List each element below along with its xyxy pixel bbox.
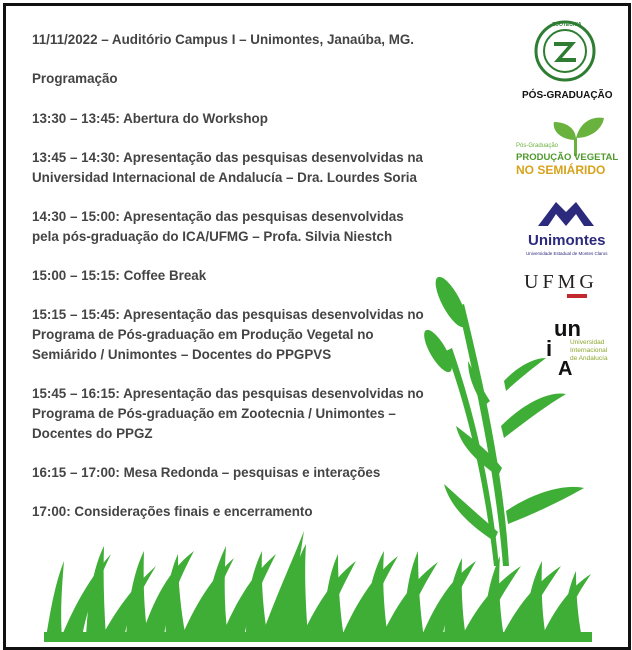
zootecnia-seal-text: ZOOTECNIA bbox=[552, 22, 582, 28]
ufmg-name: UFMG bbox=[524, 271, 598, 293]
schedule-item: 13:30 – 13:45: Abertura do Workshop bbox=[32, 111, 268, 126]
schedule-item: 14:30 – 15:00: Apresentação das pesquisas desenvolvidas bbox=[32, 209, 404, 224]
unimontes-emblem bbox=[534, 196, 598, 232]
zootecnia-seal-logo bbox=[534, 20, 596, 82]
schedule-item: 15:15 – 15:45: Apresentação das pesquisas desenvolvidas no bbox=[32, 307, 424, 322]
schedule-item-continuation: Programa de Pós-graduação em Zootecnia / Unimontes – bbox=[32, 406, 396, 421]
schedule-item: 16:15 – 17:00: Mesa Redonda – pesquisas e interações bbox=[32, 465, 381, 480]
unia-a: A bbox=[558, 358, 573, 380]
schedule-item: 17:00: Considerações finais e encerramento bbox=[32, 504, 313, 519]
unia-line3: de Andalucía bbox=[570, 355, 608, 362]
unia-line2: Internacional bbox=[570, 347, 608, 354]
schedule-item-continuation: Semiárido / Unimontes – Docentes do PPGPVS bbox=[32, 347, 332, 362]
vegetal-small-label: Pós-Graduação bbox=[516, 143, 559, 149]
vegetal-line1: PRODUÇÃO VEGETAL bbox=[516, 152, 619, 163]
unimontes-name: Unimontes bbox=[528, 232, 606, 249]
schedule-item-continuation: pela pós-graduação do ICA/UFMG – Profa. Silvia Niestch bbox=[32, 229, 393, 244]
schedule-item: 13:45 – 14:30: Apresentação das pesquisas desenvolvidas na bbox=[32, 150, 423, 165]
logos-column bbox=[6, 6, 628, 647]
unia-i: i bbox=[546, 336, 553, 361]
section-title: Programação bbox=[32, 71, 118, 86]
schedule-item-continuation: Programa de Pós-graduação em Produção Vegetal no bbox=[32, 327, 374, 342]
event-info-line: 11/11/2022 – Auditório Campus I – Unimontes, Janaúba, MG. bbox=[32, 32, 414, 47]
ufmg-red-bar bbox=[567, 294, 587, 298]
unia-line1: Universidad bbox=[570, 339, 605, 346]
unimontes-subtitle: Universidade Estadual de Montes Claros bbox=[526, 251, 608, 256]
schedule-item: 15:00 – 15:15: Coffee Break bbox=[32, 268, 207, 283]
schedule-item: 15:45 – 16:15: Apresentação das pesquisas desenvolvidas no bbox=[32, 386, 424, 401]
pos-graduacao-caption: PÓS-GRADUAÇÃO bbox=[522, 90, 613, 101]
sprout-icon bbox=[546, 116, 606, 156]
unia-un: un bbox=[554, 316, 581, 341]
poster-frame bbox=[3, 3, 631, 650]
schedule-item-continuation: Universidad Internacional de Andalucía – Dra. Lourdes Soria bbox=[32, 170, 417, 185]
vegetal-line2: NO SEMIÁRIDO bbox=[516, 163, 606, 177]
schedule-item-continuation: Docentes do PPGZ bbox=[32, 426, 153, 441]
